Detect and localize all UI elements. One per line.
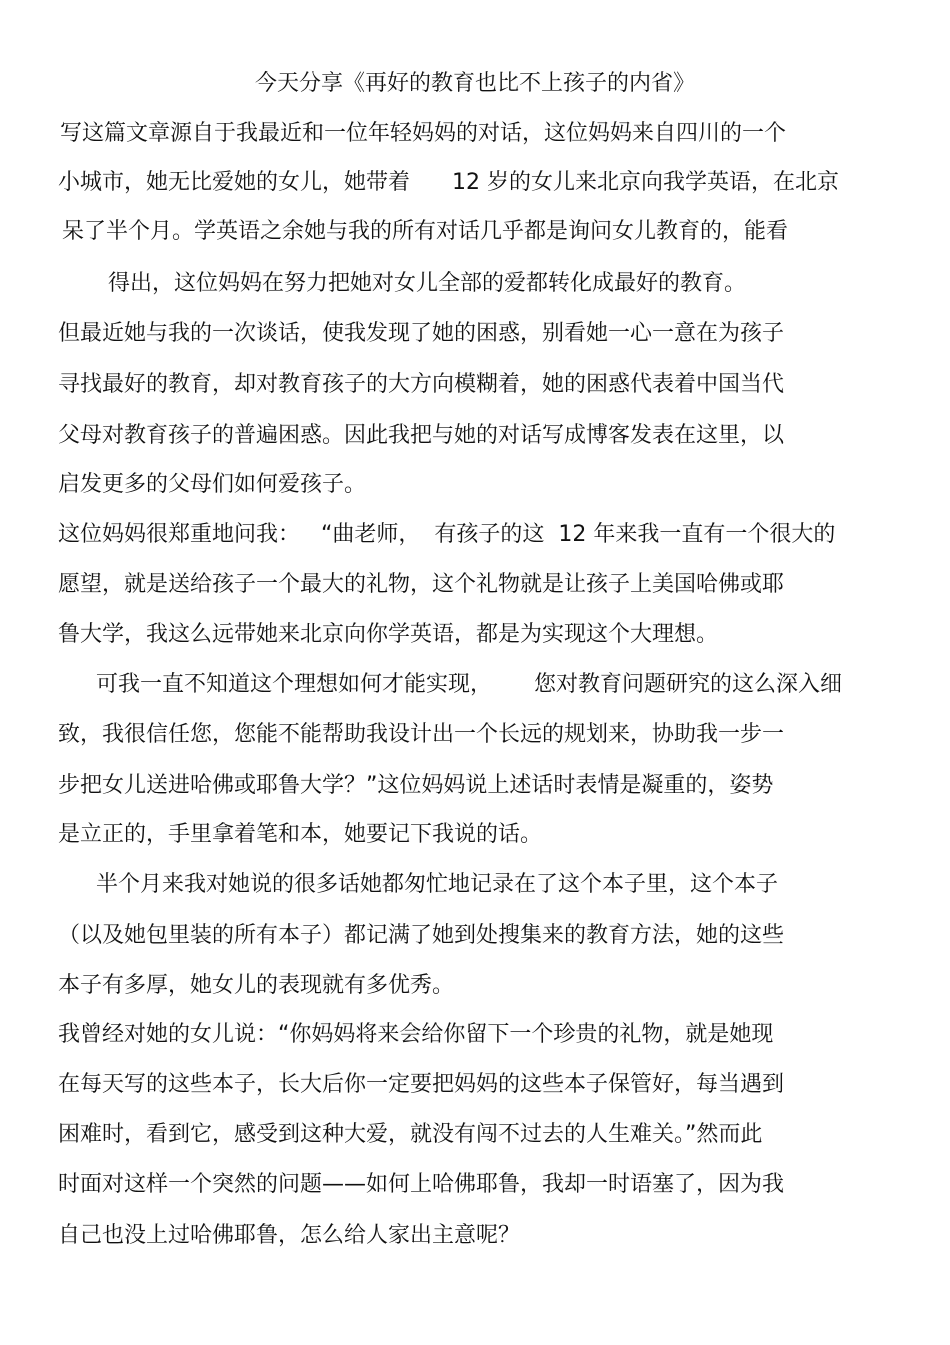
document-title: 今天分享《再好的教育也比不上孩子的内省》 [254, 71, 695, 96]
text-line: 小城市，她无比爱她的女儿，她带着 12 岁的女儿来北京向我学英语，在北京 [58, 170, 839, 195]
text-line: 我曾经对她的女儿说：“你妈妈将来会给你留下一个珍贵的礼物，就是她现 [58, 1022, 774, 1047]
text-line: 本子有多厚，她女儿的表现就有多优秀。 [58, 973, 455, 998]
text-line: 但最近她与我的一次谈话，使我发现了她的困惑，别看她一心一意在为孩子 [58, 321, 785, 346]
text-line: 写这篇文章源自于我最近和一位年轻妈妈的对话，这位妈妈来自四川的一个 [60, 121, 787, 146]
text-line: 得出，这位妈妈在努力把她对女儿全部的爱都转化成最好的教育。 [108, 271, 747, 296]
text-line: 父母对教育孩子的普遍困惑。因此我把与她的对话写成博客发表在这里，以 [58, 423, 785, 448]
text-line: 愿望，就是送给孩子一个最大的礼物，这个礼物就是让孩子上美国哈佛或耶 [58, 572, 785, 597]
text-line: 时面对这样一个突然的问题——如何上哈佛耶鲁，我却一时语塞了，因为我 [58, 1172, 785, 1197]
text-line: 致，我很信任您，您能不能帮助我设计出一个长远的规划来，协助我一步一 [58, 722, 785, 747]
text-line: （以及她包里装的所有本子）都记满了她到处搜集来的教育方法，她的这些 [58, 923, 785, 948]
text-line: 步把女儿送进哈佛或耶鲁大学？”这位妈妈说上述话时表情是凝重的，姿势 [58, 773, 774, 798]
text-line: 寻找最好的教育，却对教育孩子的大方向模糊着，她的困惑代表着中国当代 [58, 372, 785, 397]
text-line: 是立正的，手里拿着笔和本，她要记下我说的话。 [58, 822, 543, 847]
text-line: 呆了半个月。学英语之余她与我的所有对话几乎都是询问女儿教育的，能看 [62, 219, 789, 244]
text-line: 困难时，看到它，感受到这种大爱，就没有闯不过去的人生难关。”然而此 [58, 1122, 763, 1147]
text-line: 启发更多的父母们如何爱孩子。 [58, 472, 367, 497]
text-line: 在每天写的这些本子，长大后你一定要把妈妈的这些本子保管好，每当遇到 [58, 1072, 785, 1097]
text-line: 自己也没上过哈佛耶鲁，怎么给人家出主意呢？ [58, 1223, 521, 1248]
text-line: 半个月来我对她说的很多话她都匆忙地记录在了这个本子里，这个本子 [96, 872, 779, 897]
text-line: 可我一直不知道这个理想如何才能实现， 您对教育问题研究的这么深入细 [96, 672, 842, 697]
text-line: 鲁大学，我这么远带她来北京向你学英语，都是为实现这个大理想。 [58, 622, 719, 647]
text-line: 这位妈妈很郑重地问我： “曲老师， 有孩子的这 12 年来我一直有一个很大的 [58, 522, 836, 547]
